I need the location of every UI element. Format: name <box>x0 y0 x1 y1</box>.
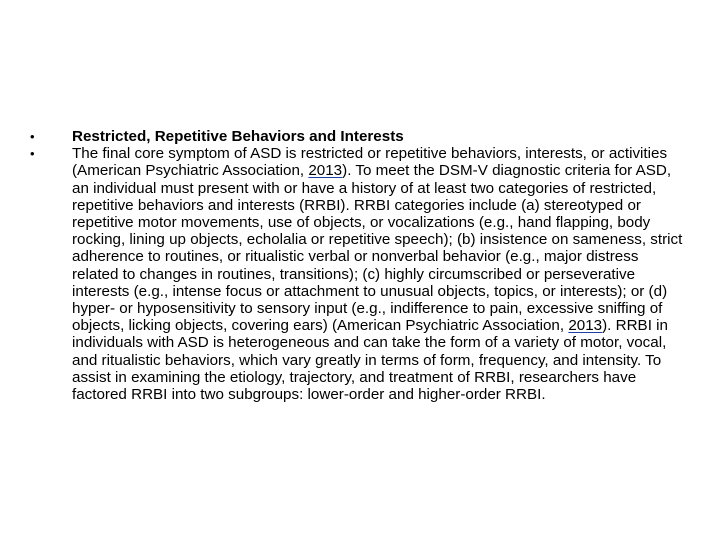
citation-link-2013-second[interactable]: 2013 <box>568 317 603 335</box>
bullet-item-heading <box>26 128 686 145</box>
body-text-part-3: ). RRBI in individuals with ASD is heterogeneous and can take the form of a variety of motor, vocal, and ritualistic behaviors, which vary greatly in terms of form, frequency, and intensity. To assist in examining the etiology, trajectory, and treatment of RRBI, researchers have factored RRBI into two subgroups: lower-order and higher-order RRBI. <box>72 317 668 404</box>
section-heading: Restricted, Repetitive Behaviors and Interests <box>72 128 404 145</box>
bullet-list <box>26 128 686 403</box>
body-text-part-1: The final core symptom of ASD is restricted or repetitive behaviors, interests, or activities (American Psychiatric Association, <box>72 145 668 180</box>
bullet-marker: • <box>30 129 35 144</box>
citation-link-2013[interactable]: 2013 <box>308 162 343 180</box>
bullet-item-body <box>26 145 686 403</box>
bullet-marker: • <box>30 146 35 162</box>
body-text-part-2: ). To meet the DSM-V diagnostic criteria for ASD, an individual must present with or have a history of at least two categories of restricted, repetitive behaviors and interests (RRBI). RRBI categories include (a) stereotyped or repetitive motor movements, use of objects, or vocalizations (e.g., hand flapping, body rocking, lining up objects, echolalia or repetitive speech); (b) insistence on sameness, strict adherence to routines, or ritualistic verbal or nonverbal behavior (e.g., major distress related to changes in routines, transitions); (c) highly circumscribed or perseverative interests (e.g., intense focus or attachment to unusual objects, topics, or interests); or (d) hyper- or hyposensitivity to sensory input (e.g., indifference to pain, excessive sniffing of objects, licking objects, covering ears) (American Psychiatric Association, <box>72 162 683 335</box>
